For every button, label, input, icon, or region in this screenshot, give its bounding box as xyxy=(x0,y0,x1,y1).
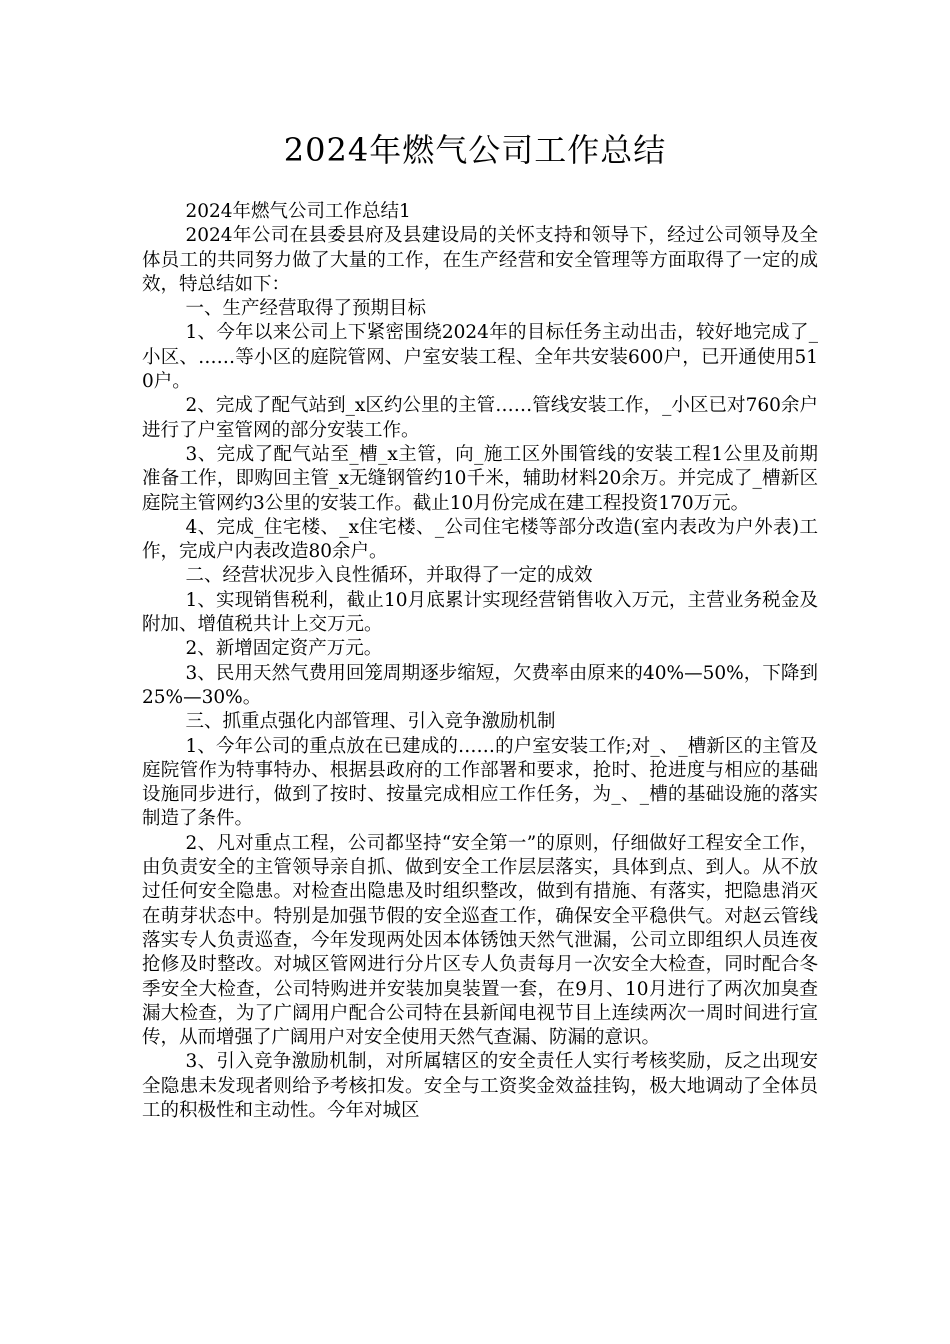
paragraph-3-3: 3、引入竞争激励机制，对所属辖区的安全责任人实行考核奖励，反之出现安全隐患未发现者则给予考核扣发。安全与工资奖金效益挂钩，极大地调动了全体员工的积极性和主动性。今年对城区 xyxy=(142,1051,818,1121)
paragraph-2-1: 1、实现销售税利，截止10月底累计实现经营销售收入万元，主营业务税金及附加、增值税共计上交万元。 xyxy=(142,589,818,636)
document-body xyxy=(142,200,818,1123)
paragraph-1-4: 4、完成_住宅楼、_x住宅楼、_公司住宅楼等部分改造(室内表改为户外表)工作，完成户内表改造80余户。 xyxy=(142,516,818,563)
section-subtitle: 2024年燃气公司工作总结1 xyxy=(185,201,411,222)
paragraph-2-3: 3、民用天然气费用回笼周期逐步缩短，欠费率由原来的40%—50%，下降到25%—30%。 xyxy=(142,662,818,708)
section-heading-2: 二、经营状况步入良性循环，并取得了一定的成效 xyxy=(185,565,593,587)
paragraph-3-2: 2、凡对重点工程，公司都坚持“安全第一”的原则，仔细做好工程安全工作，由负责安全的主管领导亲自抓、做到安全工作层层落实，具体到点、到人。从不放过任何安全隐患。对检查出隐患及时组织整改，做到有措施、有落实，把隐患消灭在萌芽状态中。特别是加强节假的安全巡查工作，确保安全平稳供气。对赵云管线落实专人负责巡查，今年发现两处因本体锈蚀天然气泄漏，公司立即组织人员连夜抢修及时整改。对城区管网进行分片区专人负责每月一次安全大检查，同时配合冬季安全大检查，公司特购进并安装加臭装置一套，在9月、10月进行了两次加臭查漏大检查，为了广阔用户配合公司特在县新闻电视节目上连续两次一周时间进行宣传，从而增强了广阔用户对安全使用天然气查漏、防漏的意识。 xyxy=(142,832,818,1049)
paragraph-1-1: 1、今年以来公司上下紧密围绕2024年的目标任务主动出击，较好地完成了_小区、……等小区的庭院管网、户室安装工程、全年共安装600户，已开通使用510户。 xyxy=(142,322,818,393)
intro-paragraph: 2024年公司在县委县府及县建设局的关怀支持和领导下，经过公司领导及全体员工的共同努力做了大量的工作，在生产经营和安全管理等方面取得了一定的成效，特总结如下： xyxy=(142,225,818,295)
paragraph-3-1: 1、今年公司的重点放在已建成的……的户室安装工作;对_、_槽新区的主管及庭院管作为特事特办、根据县政府的工作部署和要求，抢时、抢进度与相应的基础设施同步进行，做到了按时、按量完成相应工作任务，为_、_槽的基础设施的落实制造了条件。 xyxy=(142,735,818,830)
paragraph-1-3: 3、完成了配气站至_槽_x主管，向_施工区外围管线的安装工程1公里及前期准备工作，即购回主管_x无缝钢管约10千米，辅助材料20余万。并完成了_槽新区庭院主管网约3公里的安装工作。截止10月份完成在建工程投资170万元。 xyxy=(142,443,818,514)
section-heading-3: 三、抓重点强化内部管理、引入竞争激励机制 xyxy=(185,711,556,733)
paragraph-1-2: 2、完成了配气站到_x区约公里的主管……管线安装工作，_小区已对760余户进行了户室管网的部分安装工作。 xyxy=(142,395,818,441)
paragraph-2-2: 2、新增固定资产万元。 xyxy=(185,638,383,660)
document-title: 2024年燃气公司工作总结 xyxy=(283,131,667,169)
section-heading-1: 一、生产经营取得了预期目标 xyxy=(185,298,426,320)
